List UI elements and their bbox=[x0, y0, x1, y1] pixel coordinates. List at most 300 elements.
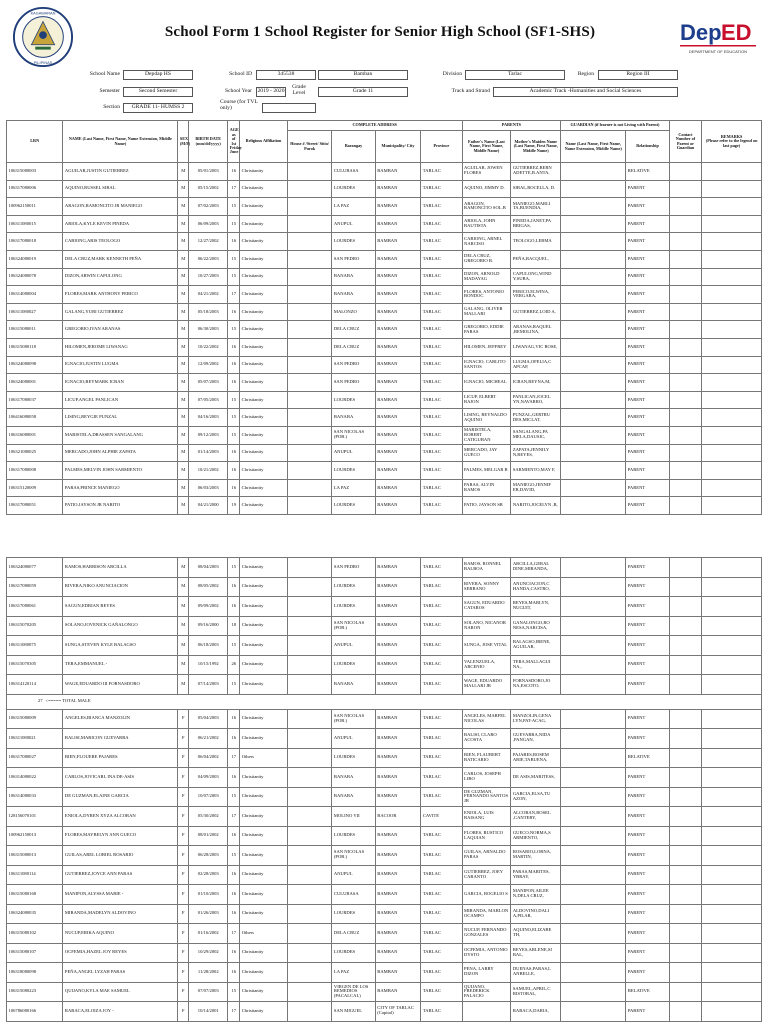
name-cell: ARIOLA,KYLE KEVIN PINEDA bbox=[63, 215, 178, 233]
contact-cell bbox=[669, 982, 702, 1002]
religion-cell: Christianity bbox=[240, 338, 288, 356]
sex-cell: M bbox=[178, 356, 189, 374]
guardian-name-cell bbox=[561, 807, 626, 827]
father-cell: PENA, LARRY DIZON bbox=[462, 963, 511, 983]
barangay-cell: SAN NICOLAS (POB.) bbox=[332, 709, 375, 729]
name-cell: IGNACIO,JUSTIN LUGMA bbox=[63, 356, 178, 374]
age-cell: 16 bbox=[228, 163, 240, 181]
birthdate-cell: 09/16/2000 bbox=[189, 616, 228, 636]
guardian-name-cell bbox=[561, 636, 626, 656]
register-table-page-1 bbox=[6, 120, 762, 515]
father-cell: DIZON, ARNOLD MADAYAG bbox=[462, 268, 511, 286]
name-cell: SOLANO,JOVENICK GAÑALONGO bbox=[63, 616, 178, 636]
contact-cell bbox=[669, 163, 702, 181]
lrn-cell: 106315080003 bbox=[7, 163, 63, 181]
age-cell: 16 bbox=[228, 479, 240, 497]
lrn-cell: 106416080058 bbox=[7, 409, 63, 427]
remarks-note: (Please refer to the legend on last page) bbox=[705, 138, 758, 148]
province-cell: TARLAC bbox=[421, 426, 462, 444]
municipality-cell: BAMBAN bbox=[375, 963, 421, 983]
name-cell: GUTIERREZ,JOYCE ANN PARAS bbox=[63, 865, 178, 885]
birthdate-cell: 02/28/2003 bbox=[189, 865, 228, 885]
father-cell: PARAS, ALVIN RAMOS bbox=[462, 479, 511, 497]
barangay-cell: LOURDES bbox=[332, 497, 375, 515]
contact-cell bbox=[669, 655, 702, 675]
sex-cell: F bbox=[178, 846, 189, 866]
contact-cell bbox=[669, 616, 702, 636]
province-cell: TARLAC bbox=[421, 444, 462, 462]
name-cell: DE GUZMAN,ELAINE GARCIA bbox=[63, 787, 178, 807]
province-header: Province bbox=[421, 131, 462, 163]
relationship-cell: PARENT bbox=[626, 963, 669, 983]
lrn-cell: 106786080166 bbox=[7, 1002, 63, 1022]
mother-cell: SAMUEL,APRIL,C RISTORAL, bbox=[511, 982, 561, 1002]
father-cell: MIRANDA, MARLON OCAMPO bbox=[462, 904, 511, 924]
municipality-cell: BAMBAN bbox=[375, 748, 421, 768]
age-cell: 16 bbox=[228, 444, 240, 462]
birthdate-cell: 07/05/2003 bbox=[189, 391, 228, 409]
remarks-cell bbox=[702, 904, 762, 924]
student-row bbox=[7, 286, 762, 304]
guardian-name-cell bbox=[561, 374, 626, 392]
mother-cell: GANALONGO,RO NESA,NARCISA, bbox=[511, 616, 561, 636]
barangay-cell: DELA CRUZ bbox=[332, 338, 375, 356]
age-cell: 17 bbox=[228, 748, 240, 768]
student-row bbox=[7, 391, 762, 409]
mother-cell: PANLICAN,JOCEL YN,NAVARRO, bbox=[511, 391, 561, 409]
religion-cell: Christianity bbox=[240, 233, 288, 251]
mother-cell: REYES,MARLYN, NUGUIT, bbox=[511, 597, 561, 617]
municipality-cell: CITY OF TARLAC (Capital) bbox=[375, 1002, 421, 1022]
name-cell: RAMOS,HARRISON ARCILLA bbox=[63, 558, 178, 578]
birthdate-cell: 04/09/2003 bbox=[189, 768, 228, 788]
birthdate-cell: 10/14/2001 bbox=[189, 1002, 228, 1022]
sex-cell: M bbox=[178, 426, 189, 444]
house-cell bbox=[287, 787, 331, 807]
age-cell: 16 bbox=[228, 374, 240, 392]
barangay-cell: SAN PEDRO bbox=[332, 374, 375, 392]
religion-cell: Christianity bbox=[240, 558, 288, 578]
father-cell: AGUILAR, JOWEN FLORES bbox=[462, 163, 511, 181]
birthdate-cell: 08/04/2003 bbox=[189, 558, 228, 578]
lrn-cell: 106317080018 bbox=[7, 233, 63, 251]
birthdate-cell: 06/03/2003 bbox=[189, 479, 228, 497]
guardian-header: GUARDIAN (if learner is not Living with Parent) bbox=[561, 121, 669, 131]
student-row bbox=[7, 462, 762, 480]
barangay-cell: BANABA bbox=[332, 268, 375, 286]
remarks-cell bbox=[702, 616, 762, 636]
barangay-cell: BANABA bbox=[332, 409, 375, 427]
name-cell: GUILAS,AREL LORIEL ROSARIO bbox=[63, 846, 178, 866]
name-cell: QUIJANO,KYLA MAE SAMUEL bbox=[63, 982, 178, 1002]
guardian-name-cell bbox=[561, 321, 626, 339]
guardian-name-cell bbox=[561, 768, 626, 788]
mother-cell: PAJARES,ROSEM ARIE,TABUENA, bbox=[511, 748, 561, 768]
religion-cell: Christianity bbox=[240, 787, 288, 807]
student-row bbox=[7, 444, 762, 462]
municipality-cell: BAMBAN bbox=[375, 462, 421, 480]
barangay-cell: ANUPUL bbox=[332, 636, 375, 656]
barangay-cell: SAN NICOLAS (POB.) bbox=[332, 616, 375, 636]
mother-cell: TERA,MALLAGUI NA,, bbox=[511, 655, 561, 675]
relationship-cell: PARENT bbox=[626, 943, 669, 963]
sex-cell: M bbox=[178, 250, 189, 268]
house-cell bbox=[287, 768, 331, 788]
municipality-cell: BAMBAN bbox=[375, 356, 421, 374]
lrn-cell: 106317080027 bbox=[7, 748, 63, 768]
name-cell: MERCADO,JOHN ALPHIE ZAPATA bbox=[63, 444, 178, 462]
guardian-name-header: Name (Last Name, First Name, Name Extension, Middle Name) bbox=[561, 131, 626, 163]
relationship-cell: RELATIVE bbox=[626, 982, 669, 1002]
remarks-cell bbox=[702, 356, 762, 374]
birthdate-cell: 12/27/2002 bbox=[189, 233, 228, 251]
birthdate-cell: 05/18/2003 bbox=[189, 303, 228, 321]
remarks-cell bbox=[702, 787, 762, 807]
student-row bbox=[7, 787, 762, 807]
house-cell bbox=[287, 616, 331, 636]
barangay-cell: CULUBASA bbox=[332, 163, 375, 181]
municipality-cell: BAMBAN bbox=[375, 233, 421, 251]
religion-cell: Christianity bbox=[240, 356, 288, 374]
lrn-cell: 106317080061 bbox=[7, 597, 63, 617]
municipality-cell: BAMBAN bbox=[375, 943, 421, 963]
student-row bbox=[7, 655, 762, 675]
contact-cell bbox=[669, 444, 702, 462]
relationship-cell: PARENT bbox=[626, 409, 669, 427]
sex-cell: M bbox=[178, 338, 189, 356]
section-label: Section bbox=[103, 104, 120, 110]
student-row bbox=[7, 675, 762, 695]
sex-cell: F bbox=[178, 807, 189, 827]
religion-header: Religious Affiliation bbox=[240, 121, 288, 163]
municipality-cell: BAMBAN bbox=[375, 374, 421, 392]
religion-cell: Christianity bbox=[240, 846, 288, 866]
municipality-cell: BAMBAN bbox=[375, 846, 421, 866]
age-cell: 16 bbox=[228, 577, 240, 597]
age-cell: 16 bbox=[228, 356, 240, 374]
name-cell: OCFEMIA,HAZEL JOY REYES bbox=[63, 943, 178, 963]
sex-cell: M bbox=[178, 180, 189, 198]
sex-cell: M bbox=[178, 303, 189, 321]
birthdate-cell: 07/07/2003 bbox=[189, 982, 228, 1002]
remarks-cell bbox=[702, 409, 762, 427]
contact-cell bbox=[669, 924, 702, 944]
svg-text:ED: ED bbox=[721, 20, 752, 45]
municipality-cell: BAMBAN bbox=[375, 215, 421, 233]
mother-cell: REYES,ARLENE,SI BAL, bbox=[511, 943, 561, 963]
birthdate-cell: 07/14/2003 bbox=[189, 675, 228, 695]
guardian-name-cell bbox=[561, 444, 626, 462]
father-cell: LICUP, ELBERT BAJON bbox=[462, 391, 511, 409]
relationship-cell: PARENT bbox=[626, 321, 669, 339]
school-year-value: 2019 - 2020 bbox=[256, 87, 286, 97]
religion-cell: Christianity bbox=[240, 321, 288, 339]
relationship-cell: PARENT bbox=[626, 577, 669, 597]
school-name-value: Depdap HS bbox=[123, 70, 193, 80]
birthdate-cell: 01/10/2003 bbox=[189, 885, 228, 905]
relationship-cell: PARENT bbox=[626, 198, 669, 216]
remarks-cell bbox=[702, 286, 762, 304]
age-cell: 16 bbox=[228, 768, 240, 788]
barangay-cell: ANUPUL bbox=[332, 729, 375, 749]
lrn-cell: 106324080019 bbox=[7, 250, 63, 268]
age-cell: 17 bbox=[228, 807, 240, 827]
province-cell: TARLAC bbox=[421, 163, 462, 181]
lrn-cell: 106315070305 bbox=[7, 655, 63, 675]
father-cell: DE GUZMAN, FERNANDO SANTOS JR bbox=[462, 787, 511, 807]
age-cell: 16 bbox=[228, 963, 240, 983]
guardian-name-cell bbox=[561, 924, 626, 944]
barangay-cell: LA PAZ bbox=[332, 479, 375, 497]
name-cell: AGUILAR,JUSTIN GUTIERREZ bbox=[63, 163, 178, 181]
relationship-cell: PARENT bbox=[626, 356, 669, 374]
religion-cell: Christianity bbox=[240, 885, 288, 905]
student-row bbox=[7, 846, 762, 866]
municipality-cell: BAMBAN bbox=[375, 268, 421, 286]
birthdate-cell: 06/28/2003 bbox=[189, 846, 228, 866]
lrn-cell: 106315080223 bbox=[7, 982, 63, 1002]
mother-cell: GARCIA,ELSA,TU AZON, bbox=[511, 787, 561, 807]
father-cell: BALISI, CLARO ACOSTA bbox=[462, 729, 511, 749]
lrn-cell: 106314120114 bbox=[7, 675, 63, 695]
birthdate-cell: 10/15/1992 bbox=[189, 655, 228, 675]
birthdate-cell: 01/14/2003 bbox=[189, 444, 228, 462]
religion-cell: Christianity bbox=[240, 655, 288, 675]
house-cell bbox=[287, 982, 331, 1002]
relationship-cell: PARENT bbox=[626, 462, 669, 480]
sex-cell: F bbox=[178, 885, 189, 905]
name-cell: MARISTELA,DRASSEN SANGALANG bbox=[63, 426, 178, 444]
house-cell bbox=[287, 885, 331, 905]
province-cell: TARLAC bbox=[421, 303, 462, 321]
sex-cell: M bbox=[178, 558, 189, 578]
father-cell: DELA CRUZ, GREGORIO B. bbox=[462, 250, 511, 268]
religion-cell: Christianity bbox=[240, 303, 288, 321]
house-cell bbox=[287, 729, 331, 749]
sex-cell: F bbox=[178, 865, 189, 885]
birthdate-cell: 05/01/2003 bbox=[189, 163, 228, 181]
guardian-name-cell bbox=[561, 180, 626, 198]
mother-cell: ARANAS,RAQUEL ,REMOLINA, bbox=[511, 321, 561, 339]
province-cell: TARLAC bbox=[421, 198, 462, 216]
contact-cell bbox=[669, 636, 702, 656]
mother-cell: ZAPATA,JENNILY N,REYES, bbox=[511, 444, 561, 462]
semester-label: Semester bbox=[99, 88, 120, 94]
barangay-cell: LOURDES bbox=[332, 577, 375, 597]
religion-cell: Christianity bbox=[240, 675, 288, 695]
mother-cell: DUENAS,PARAS,L ANBELLE, bbox=[511, 963, 561, 983]
lrn-cell: 106315080107 bbox=[7, 943, 63, 963]
municipality-cell: BAMBAN bbox=[375, 321, 421, 339]
form-title: School Form 1 School Register for Senior High School (SF1-SHS) bbox=[164, 24, 596, 40]
lrn-cell: 106317080008 bbox=[7, 462, 63, 480]
student-row bbox=[7, 180, 762, 198]
region-value: Region III bbox=[598, 70, 678, 80]
lrn-cell: 106311080027 bbox=[7, 303, 63, 321]
birthdate-cell: 10/29/2002 bbox=[189, 943, 228, 963]
barangay-cell: LOURDES bbox=[332, 943, 375, 963]
remarks-cell bbox=[702, 497, 762, 515]
mother-cell: GUTIERREZ,LOID A, bbox=[511, 303, 561, 321]
guardian-name-cell bbox=[561, 558, 626, 578]
barangay-cell: BANABA bbox=[332, 675, 375, 695]
birthdate-cell: 10/22/2002 bbox=[189, 338, 228, 356]
contact-cell bbox=[669, 303, 702, 321]
birthdate-cell: 06/18/2003 bbox=[189, 636, 228, 656]
municipality-cell: BAMBAN bbox=[375, 286, 421, 304]
school-location-value: Bamban bbox=[318, 70, 408, 80]
student-row bbox=[7, 338, 762, 356]
age-cell: 15 bbox=[228, 558, 240, 578]
guardian-name-cell bbox=[561, 409, 626, 427]
birthdate-cell: 10/21/2002 bbox=[189, 462, 228, 480]
guardian-name-cell bbox=[561, 675, 626, 695]
contact-cell bbox=[669, 409, 702, 427]
guardian-name-cell bbox=[561, 303, 626, 321]
student-row bbox=[7, 409, 762, 427]
relationship-cell: PARENT bbox=[626, 268, 669, 286]
relationship-cell: RELATIVE bbox=[626, 748, 669, 768]
sex-cell: F bbox=[178, 904, 189, 924]
father-header: Father's Name (Last Name, First Name, Middle Name) bbox=[462, 131, 511, 163]
name-cell: GREGORIO,IVAN ARANAS bbox=[63, 321, 178, 339]
birthdate-cell: 11/28/2002 bbox=[189, 963, 228, 983]
relationship-cell: PARENT bbox=[626, 286, 669, 304]
student-row bbox=[7, 268, 762, 286]
religion-cell: Christianity bbox=[240, 943, 288, 963]
house-cell bbox=[287, 655, 331, 675]
student-row bbox=[7, 807, 762, 827]
relationship-cell: PARENT bbox=[626, 807, 669, 827]
guardian-name-cell bbox=[561, 163, 626, 181]
student-row bbox=[7, 497, 762, 515]
province-cell: TARLAC bbox=[421, 865, 462, 885]
province-cell: TARLAC bbox=[421, 826, 462, 846]
sex-cell: M bbox=[178, 655, 189, 675]
student-row bbox=[7, 904, 762, 924]
contact-cell bbox=[669, 479, 702, 497]
remarks-title: REMARKS bbox=[720, 133, 743, 139]
contact-cell bbox=[669, 198, 702, 216]
student-row bbox=[7, 865, 762, 885]
house-cell bbox=[287, 963, 331, 983]
province-cell: TARLAC bbox=[421, 748, 462, 768]
name-cell: BALISI,MARICON GUEVARRA bbox=[63, 729, 178, 749]
age-cell: 18 bbox=[228, 616, 240, 636]
relationship-cell: PARENT bbox=[626, 826, 669, 846]
sex-cell: M bbox=[178, 391, 189, 409]
register-table-page-2 bbox=[6, 557, 762, 1022]
father-cell: ANGELES, MARFEL NICOLAS bbox=[462, 709, 511, 729]
mother-cell: PERICO,ELWINA, VERGARA, bbox=[511, 286, 561, 304]
lrn-cell: 128156070101 bbox=[7, 807, 63, 827]
student-row bbox=[7, 943, 762, 963]
age-cell: 16 bbox=[228, 826, 240, 846]
religion-cell: Christianity bbox=[240, 215, 288, 233]
municipality-cell: BAMBAN bbox=[375, 675, 421, 695]
barangay-cell: BANABA bbox=[332, 768, 375, 788]
father-cell: VALENZUELA, ARCENIO bbox=[462, 655, 511, 675]
sex-cell: F bbox=[178, 924, 189, 944]
house-header: House # /Street/ Sitio/ Purok bbox=[287, 131, 331, 163]
remarks-cell bbox=[702, 198, 762, 216]
student-row bbox=[7, 885, 762, 905]
remarks-cell bbox=[702, 215, 762, 233]
student-row bbox=[7, 250, 762, 268]
guardian-name-cell bbox=[561, 885, 626, 905]
remarks-cell bbox=[702, 865, 762, 885]
sex-cell: F bbox=[178, 963, 189, 983]
lrn-cell: 106315080168 bbox=[7, 885, 63, 905]
house-cell bbox=[287, 675, 331, 695]
birthdate-header: BIRTH DATE (mm/dd/yyyy) bbox=[189, 121, 228, 163]
contact-cell bbox=[669, 963, 702, 983]
religion-cell: Christianity bbox=[240, 198, 288, 216]
name-cell: ANGELES,BIANCA MANZOLIN bbox=[63, 709, 178, 729]
religion-cell: Christianity bbox=[240, 904, 288, 924]
relationship-cell: PARENT bbox=[626, 426, 669, 444]
name-cell: PARAS,PRINCE MANIEGO bbox=[63, 479, 178, 497]
father-cell: GREGORIO, EDDIE PARAS bbox=[462, 321, 511, 339]
grade-level-label: Grade Level bbox=[292, 84, 306, 96]
name-cell: FLORES,MAYBELYN ANN GUECO bbox=[63, 826, 178, 846]
remarks-cell bbox=[702, 924, 762, 944]
remarks-cell bbox=[702, 943, 762, 963]
municipality-cell: BAMBAN bbox=[375, 729, 421, 749]
house-cell bbox=[287, 597, 331, 617]
remarks-cell bbox=[702, 426, 762, 444]
father-cell bbox=[462, 1002, 511, 1022]
religion-cell: Christianity bbox=[240, 982, 288, 1002]
school-year-label: School Year bbox=[224, 88, 252, 94]
mother-cell: GUTIERREZ,BERN ADETTE,B.ANTA, bbox=[511, 163, 561, 181]
name-cell: CARLOS,JOVICARL INA DE-ASIS bbox=[63, 768, 178, 788]
mother-cell: ALDOVINO,DALI A,PILAR, bbox=[511, 904, 561, 924]
municipality-cell: BAMBAN bbox=[375, 924, 421, 944]
mother-cell: RABACA,DARIA, bbox=[511, 1002, 561, 1022]
name-cell: GALANG,YURI GUTIERREZ bbox=[63, 303, 178, 321]
mother-cell: MANIEGO,MARLI TA,BUENDIA, bbox=[511, 198, 561, 216]
lrn-cell: 106314080004 bbox=[7, 286, 63, 304]
barangay-cell: SAN PEDRO bbox=[332, 558, 375, 578]
religion-cell: Christianity bbox=[240, 616, 288, 636]
contact-cell bbox=[669, 846, 702, 866]
house-cell bbox=[287, 268, 331, 286]
student-row bbox=[7, 356, 762, 374]
remarks-cell bbox=[702, 655, 762, 675]
age-cell: 15 bbox=[228, 409, 240, 427]
barangay-cell: BANABA bbox=[332, 787, 375, 807]
father-cell: MERCADO, JAY GUECO bbox=[462, 444, 511, 462]
province-cell: TARLAC bbox=[421, 616, 462, 636]
barangay-cell: LA PAZ bbox=[332, 198, 375, 216]
course-value bbox=[262, 103, 316, 113]
province-cell: TARLAC bbox=[421, 1002, 462, 1022]
relationship-cell: PARENT bbox=[626, 479, 669, 497]
mother-cell: MANZOLIN,GENA LYN,PAT-ACAG, bbox=[511, 709, 561, 729]
house-cell bbox=[287, 924, 331, 944]
svg-text:KAGAWARAN: KAGAWARAN bbox=[30, 10, 56, 16]
contact-cell bbox=[669, 943, 702, 963]
sex-cell: F bbox=[178, 982, 189, 1002]
guardian-name-cell bbox=[561, 479, 626, 497]
age-cell: 16 bbox=[228, 865, 240, 885]
age-cell: 15 bbox=[228, 675, 240, 695]
barangay-cell: LA PAZ bbox=[332, 963, 375, 983]
guardian-name-cell bbox=[561, 826, 626, 846]
contact-cell bbox=[669, 729, 702, 749]
name-cell: SAGUN,EDRIAN REYES bbox=[63, 597, 178, 617]
